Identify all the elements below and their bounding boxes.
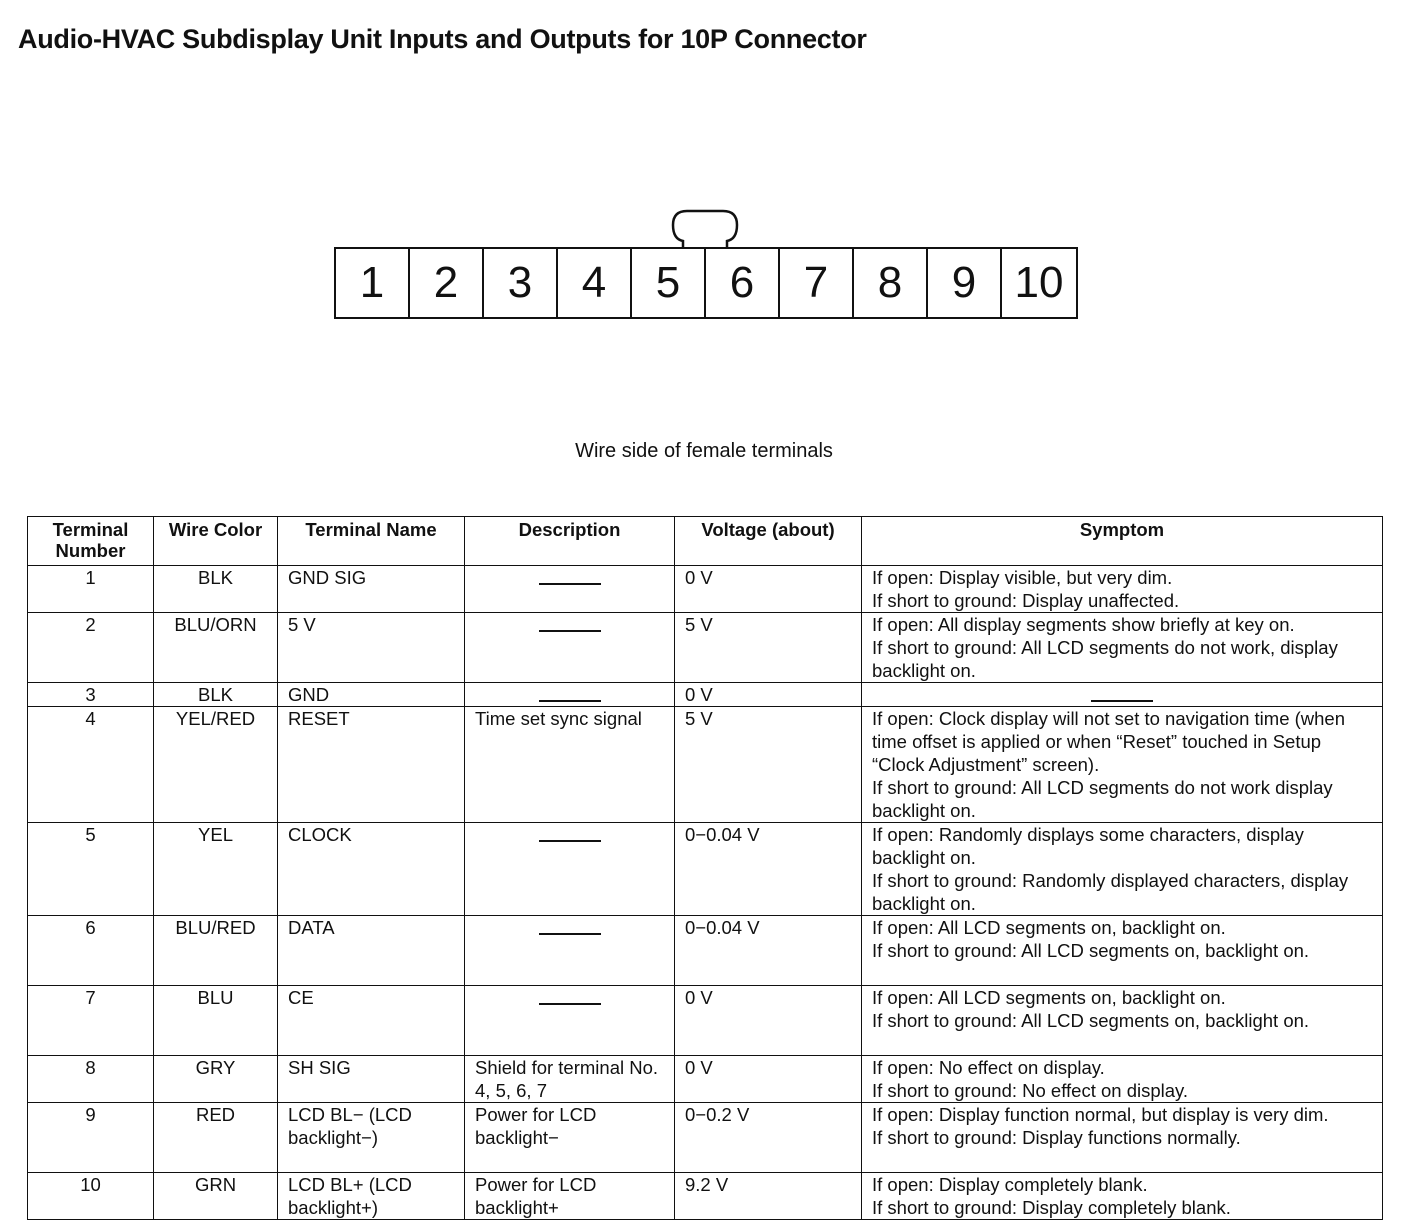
not-applicable-dash-icon [539, 840, 601, 842]
cell-symptom: If open: Display function normal, but display is very dim. If short to ground: Display functions normally. [862, 1103, 1383, 1173]
cell-terminal: 8 [28, 1056, 154, 1103]
cell-terminal: 4 [28, 707, 154, 823]
cell-terminal: 3 [28, 683, 154, 707]
header-voltage: Voltage (about) [675, 517, 862, 566]
cell-terminal-name: 5 V [278, 613, 465, 683]
cell-voltage: 0 V [675, 986, 862, 1056]
not-applicable-dash-icon [539, 933, 601, 935]
table-row [28, 1103, 1383, 1173]
cell-symptom: If open: All LCD segments on, backlight on. If short to ground: All LCD segments on, backlight on. [862, 916, 1383, 986]
pin-6: 6 [706, 249, 780, 317]
cell-description: Shield for terminal No. 4, 5, 6, 7 [465, 1056, 675, 1103]
cell-voltage: 9.2 V [675, 1173, 862, 1220]
not-applicable-dash-icon [539, 700, 601, 702]
pin-3: 3 [484, 249, 558, 317]
cell-description [465, 566, 675, 613]
cell-symptom: If open: Randomly displays some characters, display backlight on. If short to ground: Randomly displayed characters, display backlight on. [862, 823, 1383, 916]
not-applicable-dash-icon [1091, 700, 1153, 702]
not-applicable-dash-icon [539, 1003, 601, 1005]
header-symptom: Symptom [862, 517, 1383, 566]
io-table [27, 516, 1383, 1220]
pin-2: 2 [410, 249, 484, 317]
table-row [28, 613, 1383, 683]
cell-symptom [862, 683, 1383, 707]
cell-description [465, 986, 675, 1056]
cell-wire-color: RED [154, 1103, 278, 1173]
cell-description: Time set sync signal [465, 707, 675, 823]
cell-terminal: 1 [28, 566, 154, 613]
table-body [28, 566, 1383, 1220]
cell-terminal-name: CE [278, 986, 465, 1056]
pin-9: 9 [928, 249, 1002, 317]
cell-description [465, 683, 675, 707]
cell-wire-color: BLU/RED [154, 916, 278, 986]
cell-terminal-name: SH SIG [278, 1056, 465, 1103]
cell-description: Power for LCD backlight+ [465, 1173, 675, 1220]
pin-10: 10 [1014, 258, 1064, 307]
cell-terminal: 2 [28, 613, 154, 683]
cell-voltage: 0−0.2 V [675, 1103, 862, 1173]
cell-wire-color: BLU [154, 986, 278, 1056]
header-terminal-number: Terminal Number [28, 517, 154, 566]
cell-symptom: If open: All display segments show briefly at key on. If short to ground: All LCD segments do not work, display backlight on. [862, 613, 1383, 683]
table-row [28, 707, 1383, 823]
cell-terminal: 6 [28, 916, 154, 986]
not-applicable-dash-icon [539, 583, 601, 585]
cell-wire-color: YEL/RED [154, 707, 278, 823]
pin-7: 7 [780, 249, 854, 317]
cell-symptom: If open: Clock display will not set to navigation time (when time offset is applied or when “Reset” touched in Setup “Clock Adjustment” screen). If short to ground: All LCD segments do not work display backlight on. [862, 707, 1383, 823]
header-wire-color: Wire Color [154, 517, 278, 566]
cell-wire-color: BLK [154, 683, 278, 707]
cell-terminal-name: LCD BL+ (LCD backlight+) [278, 1173, 465, 1220]
cell-description [465, 823, 675, 916]
connector-diagram [334, 209, 1076, 324]
cell-symptom: If open: Display completely blank. If short to ground: Display completely blank. [862, 1173, 1383, 1220]
cell-terminal: 7 [28, 986, 154, 1056]
cell-symptom: If open: Display visible, but very dim. If short to ground: Display unaffected. [862, 566, 1383, 613]
cell-terminal-name: RESET [278, 707, 465, 823]
cell-voltage: 0 V [675, 683, 862, 707]
pin-4: 4 [558, 249, 632, 317]
table-row [28, 1173, 1383, 1220]
cell-symptom: If open: All LCD segments on, backlight on. If short to ground: All LCD segments on, backlight on. [862, 986, 1383, 1056]
table-row [28, 566, 1383, 613]
cell-voltage: 0 V [675, 1056, 862, 1103]
cell-terminal-name: DATA [278, 916, 465, 986]
cell-terminal-name: CLOCK [278, 823, 465, 916]
cell-symptom: If open: No effect on display. If short to ground: No effect on display. [862, 1056, 1383, 1103]
pin-1: 1 [336, 249, 410, 317]
table-header-row [28, 517, 1383, 566]
cell-description [465, 916, 675, 986]
connector-pins [334, 247, 1078, 319]
cell-voltage: 5 V [675, 707, 862, 823]
page-title: Audio-HVAC Subdisplay Unit Inputs and Outputs for 10P Connector [18, 24, 867, 54]
cell-terminal: 10 [28, 1173, 154, 1220]
table-row [28, 916, 1383, 986]
cell-terminal-name: GND SIG [278, 566, 465, 613]
connector-lock-tab-icon [669, 209, 741, 249]
connector-caption: Wire side of female terminals [575, 440, 833, 462]
table-row [28, 823, 1383, 916]
header-description: Description [465, 517, 675, 566]
cell-terminal: 5 [28, 823, 154, 916]
cell-wire-color: GRY [154, 1056, 278, 1103]
cell-description [465, 613, 675, 683]
cell-wire-color: BLU/ORN [154, 613, 278, 683]
cell-wire-color: BLK [154, 566, 278, 613]
table-row [28, 683, 1383, 707]
header-terminal-name: Terminal Name [278, 517, 465, 566]
pin-5: 5 [632, 249, 706, 317]
cell-terminal-name: LCD BL− (LCD backlight−) [278, 1103, 465, 1173]
table-row [28, 1056, 1383, 1103]
not-applicable-dash-icon [539, 630, 601, 632]
pin-8: 8 [854, 249, 928, 317]
cell-voltage: 5 V [675, 613, 862, 683]
cell-voltage: 0 V [675, 566, 862, 613]
cell-description: Power for LCD backlight− [465, 1103, 675, 1173]
cell-voltage: 0−0.04 V [675, 823, 862, 916]
cell-wire-color: YEL [154, 823, 278, 916]
cell-terminal: 9 [28, 1103, 154, 1173]
table-row [28, 986, 1383, 1056]
cell-voltage: 0−0.04 V [675, 916, 862, 986]
cell-terminal-name: GND [278, 683, 465, 707]
cell-wire-color: GRN [154, 1173, 278, 1220]
